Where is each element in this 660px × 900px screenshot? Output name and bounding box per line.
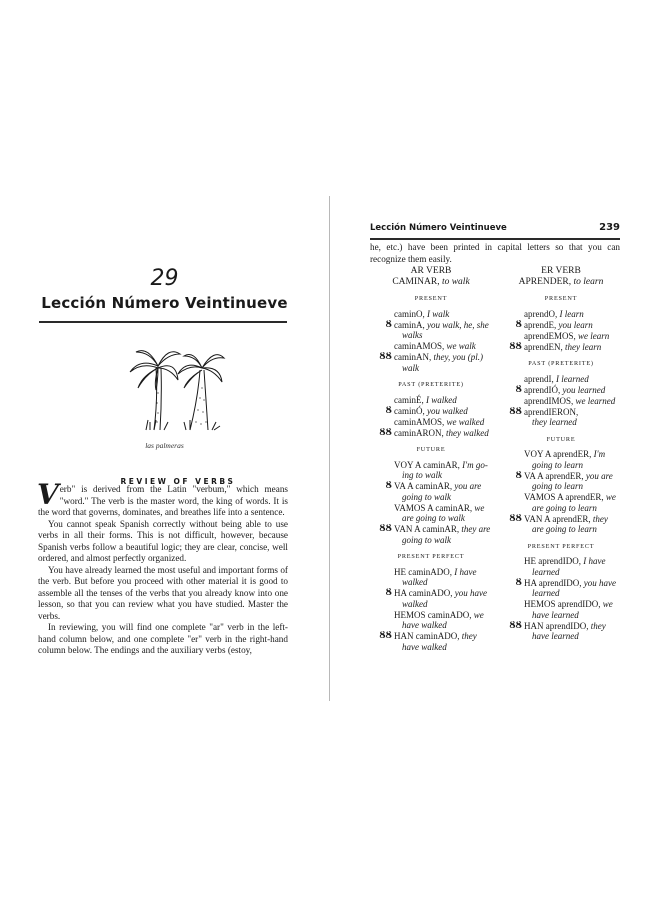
tense-heading: FUTURE <box>546 435 576 443</box>
verb-gloss-continued: are going to learn <box>532 502 597 513</box>
verb-columns <box>370 266 622 653</box>
verb-gloss: you are <box>454 481 482 491</box>
conjugation-row <box>500 492 622 513</box>
verb-type: AR VERB <box>410 266 452 276</box>
formal-person-marker-icon: ȢȢ <box>379 524 392 534</box>
formal-person-marker-icon: Ȣ <box>385 319 392 330</box>
verb-gloss-continued: going to walk <box>402 491 451 502</box>
formal-person-marker-icon: Ȣ <box>385 405 392 416</box>
verb-gloss: we <box>602 599 613 609</box>
verb-form: caminO, <box>394 308 425 319</box>
verb-gloss: I have <box>454 566 477 577</box>
conjugation-row <box>370 481 492 502</box>
left-page <box>0 0 329 900</box>
conjugation-row <box>370 428 492 439</box>
tense-heading: PRESENT PERFECT <box>397 553 465 560</box>
verb-form: HAN caminADO, <box>394 631 460 641</box>
conjugation-row <box>500 309 622 320</box>
conjugation-row <box>500 331 622 342</box>
formal-person-marker-icon: ȢȢ <box>509 620 522 631</box>
verb-form: VA A aprendER, <box>524 470 584 481</box>
paragraph: You have already learned the most useful and important forms of the verb. But before you proceed with other material it is good to assemble all the tenses of the verbs that you already know into one lesson, so that you can review what you have studied. Master the verbs. <box>38 564 288 621</box>
chapter-number: 29 <box>150 266 179 291</box>
verb-gloss-continued: have learned <box>532 631 579 641</box>
running-head <box>370 222 620 233</box>
infinitive-gloss: to walk <box>441 277 470 287</box>
verb-gloss-continued: going to learn <box>532 459 583 470</box>
tense-heading: PRESENT PERFECT <box>527 542 595 550</box>
formal-person-marker-icon: Ȣ <box>385 481 392 491</box>
verb-form: caminÉ, <box>394 394 424 405</box>
verb-gloss: they <box>590 620 606 631</box>
verb-form: HE aprendIDO, <box>524 556 581 566</box>
verb-gloss-continued: have walked <box>402 641 447 652</box>
verb-form: aprendEN, <box>524 341 563 352</box>
conjugation-row <box>370 588 492 609</box>
verb-form: aprendIMOS, <box>524 395 574 406</box>
verb-gloss: they walked <box>446 427 489 438</box>
conjugation-row <box>500 407 622 428</box>
verb-form: VAN A aprendER, <box>524 513 591 524</box>
conjugation-row <box>370 631 492 652</box>
verb-form: HAN aprendIDO, <box>524 620 589 631</box>
page-number: 239 <box>599 222 620 233</box>
verb-form: VOY A aprendER, <box>524 449 592 459</box>
section-heading: REVIEW OF VERBS <box>120 477 236 486</box>
verb-gloss-continued: are going to learn <box>532 524 597 534</box>
verb-gloss: they <box>461 631 477 641</box>
conjugation-row <box>370 503 492 524</box>
verb-gloss-continued: going to walk <box>402 534 451 545</box>
verb-infinitive: CAMINAR, to walk <box>392 277 470 287</box>
running-head-rule <box>370 238 620 240</box>
formal-person-marker-icon: ȢȢ <box>379 352 392 362</box>
verb-gloss: I learned <box>555 373 589 384</box>
verb-form: caminA, <box>394 319 425 330</box>
verb-form: caminARON, <box>394 427 444 438</box>
verb-gloss: I walked <box>426 394 457 405</box>
paragraph: In reviewing, you will find one complete "ar" verb in the left-hand column below, and one complete "er" verb in the right-hand column below. The endings and the auxiliary verbs (estoy, <box>38 622 288 655</box>
verb-form: VAN A caminAR, <box>394 524 460 534</box>
verb-gloss: we learn <box>578 330 610 341</box>
verb-form: caminÓ, <box>394 405 425 416</box>
conjugation-row <box>500 621 622 642</box>
verb-gloss: we <box>605 492 616 502</box>
conjugation-row <box>500 578 622 599</box>
conjugation-row <box>500 320 622 331</box>
verb-gloss: you learned <box>562 384 606 395</box>
verb-gloss: we learned <box>575 395 616 406</box>
chapter-title: Lección Número Veintinueve <box>41 294 288 312</box>
verb-infinitive: APRENDER, to learn <box>518 277 604 287</box>
drop-cap: V <box>37 478 59 511</box>
conjugation-row <box>500 396 622 407</box>
verb-gloss-continued: they learned <box>532 417 577 427</box>
formal-person-marker-icon: ȢȢ <box>379 427 392 438</box>
illustration-caption: las palmeras <box>145 441 184 450</box>
verb-gloss-continued: walk <box>402 362 419 373</box>
verb-column-ar <box>370 266 492 653</box>
formal-person-marker-icon: ȢȢ <box>509 406 522 417</box>
verb-form: VA A caminAR, <box>394 481 453 491</box>
verb-form: VAMOS A caminAR, <box>394 502 473 513</box>
formal-person-marker-icon: Ȣ <box>515 577 522 588</box>
verb-gloss-continued: walked <box>402 598 428 609</box>
verb-gloss: you have <box>583 577 616 588</box>
verb-gloss-continued: learned <box>532 566 560 577</box>
conjugation-row <box>370 406 492 417</box>
verb-gloss-continued: going to learn <box>532 481 583 491</box>
verb-gloss: they, you (pl.) <box>433 352 483 362</box>
formal-person-marker-icon: ȢȢ <box>379 631 392 641</box>
tense-heading: PRESENT <box>544 295 578 302</box>
verb-gloss: I'm <box>593 449 606 459</box>
paragraph: You cannot speak Spanish correctly without being able to use verbs in all their forms. This is not difficult, however, because Spanish verbs follow a beautiful logic; they are clear, concise, well ordered, and almost perfectly organized. <box>38 518 288 563</box>
conjugation-row <box>370 395 492 406</box>
chapter-rule-divider <box>39 321 287 323</box>
conjugation-row <box>370 567 492 588</box>
verb-gloss: I walk <box>427 308 450 319</box>
formal-person-marker-icon: Ȣ <box>385 588 392 598</box>
verb-form: aprendIERON, <box>524 406 579 417</box>
verb-gloss: we walked <box>446 416 485 427</box>
verb-form: VOY A caminAR, <box>394 459 460 470</box>
verb-form: aprendE, <box>524 319 557 330</box>
conjugation-row <box>500 599 622 620</box>
verb-form: HEMOS caminADO, <box>394 609 472 620</box>
conjugation-row <box>370 460 492 481</box>
verb-column-er <box>500 266 622 653</box>
verb-gloss-continued: walks <box>402 330 423 340</box>
verb-gloss: they learn <box>564 341 602 352</box>
verb-gloss: you walk, he, she <box>427 319 489 330</box>
verb-gloss: they are <box>461 524 491 534</box>
tense-heading: FUTURE <box>416 446 446 453</box>
infinitive-gloss: to learn <box>573 277 604 287</box>
conjugation-row <box>500 449 622 470</box>
tense-heading: PAST (PRETERITE) <box>528 360 594 367</box>
continuation-text: he, etc.) have been printed in capital letters so that you can recognize them easily. <box>370 242 620 264</box>
verb-gloss-continued: are going to walk <box>402 513 465 523</box>
palm-trees-illustration-icon <box>128 338 226 438</box>
conjugation-row <box>370 341 492 352</box>
verb-form: aprendO, <box>524 308 558 319</box>
verb-form: caminAN, <box>394 352 432 362</box>
verb-form: aprendIÓ, <box>524 384 561 395</box>
verb-gloss: you learn <box>558 319 593 330</box>
conjugation-row <box>370 352 492 373</box>
verb-gloss: we <box>473 609 484 620</box>
verb-gloss: we <box>474 502 485 513</box>
conjugation-row <box>500 374 622 385</box>
verb-gloss: you are <box>585 470 613 481</box>
verb-gloss: we walk <box>446 341 476 351</box>
verb-gloss: they <box>592 513 608 524</box>
verb-form: HA aprendIDO, <box>524 577 582 588</box>
verb-form: caminAMOS, <box>394 416 445 427</box>
conjugation-row <box>370 320 492 341</box>
formal-person-marker-icon: Ȣ <box>515 319 522 330</box>
conjugation-row <box>500 385 622 396</box>
verb-form: VAMOS A aprendER, <box>524 492 604 502</box>
verb-gloss-continued: ing to walk <box>402 470 442 480</box>
paragraph: Verb" is derived from the Latin "verbum," which means "word." The verb is the master word, the king of words. It is the word that governs, dominates, and breathes life into a sentence. <box>37 478 288 517</box>
conjugation-row <box>500 342 622 353</box>
verb-form: HEMOS aprendIDO, <box>524 599 601 609</box>
verb-gloss: I have <box>583 556 606 566</box>
conjugation-row <box>370 309 492 320</box>
verb-form: HE caminADO, <box>394 566 452 577</box>
formal-person-marker-icon: Ȣ <box>515 470 522 481</box>
verb-type: ER VERB <box>541 266 581 276</box>
conjugation-row <box>370 610 492 631</box>
running-head-title: Lección Número Veintinueve <box>370 223 507 233</box>
verb-gloss: you walked <box>427 405 468 416</box>
verb-gloss-continued: have learned <box>532 609 579 620</box>
conjugation-row <box>500 514 622 535</box>
formal-person-marker-icon: ȢȢ <box>509 341 522 352</box>
conjugation-row <box>500 471 622 492</box>
formal-person-marker-icon: ȢȢ <box>509 513 522 524</box>
verb-gloss: you have <box>454 588 487 598</box>
conjugation-row <box>500 556 622 577</box>
verb-gloss-continued: have walked <box>402 620 447 630</box>
formal-person-marker-icon: Ȣ <box>515 384 522 395</box>
conjugation-row <box>370 417 492 428</box>
right-page <box>330 0 660 900</box>
verb-gloss: I learn <box>559 308 584 319</box>
verb-gloss-continued: learned <box>532 588 560 598</box>
tense-heading: PRESENT <box>414 295 448 302</box>
verb-form: aprendEMOS, <box>524 330 576 341</box>
verb-gloss: I'm go- <box>462 459 488 470</box>
conjugation-row <box>370 524 492 545</box>
tense-heading: PAST (PRETERITE) <box>398 381 464 388</box>
verb-form: HA caminADO, <box>394 588 453 598</box>
verb-gloss-continued: walked <box>402 577 428 587</box>
verb-form: caminAMOS, <box>394 341 445 351</box>
verb-form: aprendI, <box>524 373 554 384</box>
